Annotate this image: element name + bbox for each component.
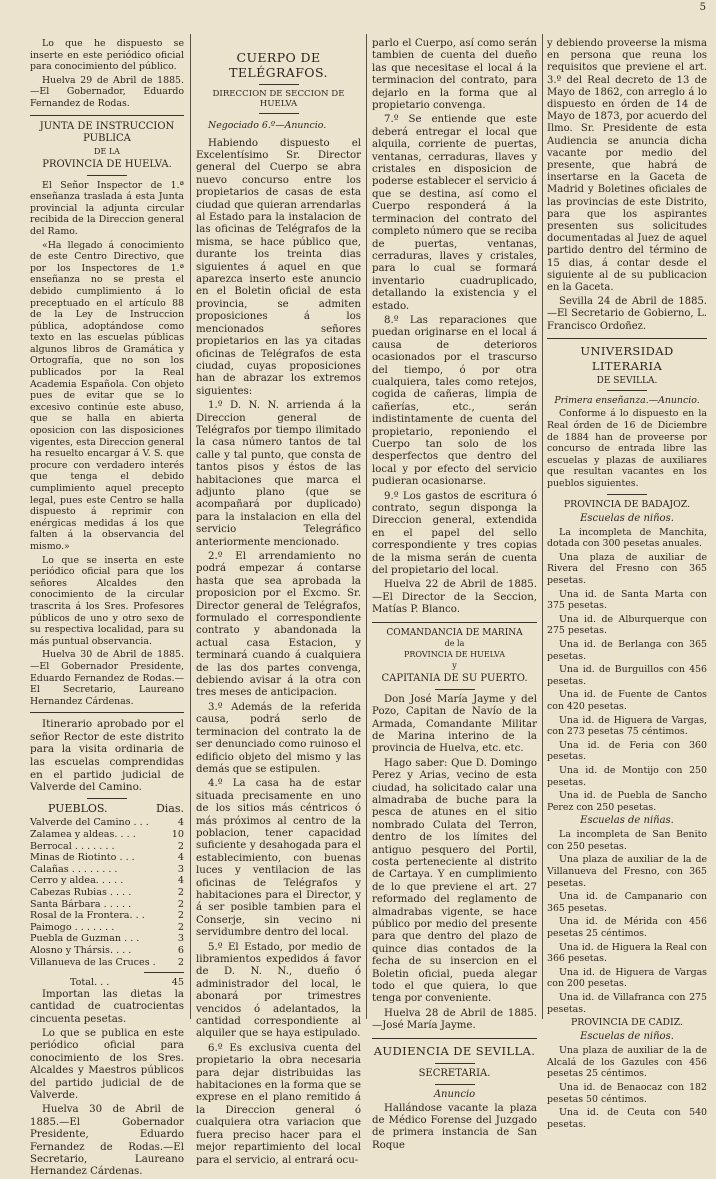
paragraph: Conforme á lo dispuesto en la Real órden de 16 de Diciembre de 1884 han de proveerse por concurso de entrada libre las escuelas y plazas de auxiliares que resultan vacantes en los pueblos siguientes. xyxy=(547,408,707,490)
divider xyxy=(259,84,299,85)
column-header-dias: Dias. xyxy=(155,801,184,815)
divider xyxy=(607,390,647,391)
town-name: Berrocal . . . . . . . xyxy=(30,840,115,852)
table-header xyxy=(30,803,184,815)
divider xyxy=(372,622,537,623)
list-item: Una plaza de auxiliar de Rivera del Fresno con 365 pesetas. xyxy=(547,551,707,586)
signature-line: Huelva 30 de Abril de 1885.—El Gobernador Presidente, Eduardo Fernandez de Rodas.—El Secretario, Laureano Hernandez Cárdenas. xyxy=(30,649,184,707)
list-item: Una id. de Higuera de Vargas, con 273 pesetas 75 céntimos. xyxy=(547,714,707,738)
section-subtitle: de la xyxy=(444,638,465,648)
town-name: Santa Bárbara . . . . . xyxy=(30,898,132,910)
signature-line: Huelva 22 de Abril de 1885.—El Director de la Seccion, Matías P. Blanco. xyxy=(372,579,537,616)
page-number: 5 xyxy=(699,2,706,13)
section-title: CUERPO DE TELÉGRAFOS. xyxy=(229,50,328,80)
town-days: 2 xyxy=(177,956,184,968)
divider xyxy=(144,972,184,973)
paragraph: Lo que se inserta en este periódico oficial para que los señores Alcaldes den conocimiento de la circular trascrita á los Sres. Profesores públicos de uno y otro sexo de su respectiva localidad, para su más puntual observancia. xyxy=(30,554,184,647)
list-item: Una id. de Berlanga con 365 pesetas. xyxy=(547,638,707,662)
paragraph: 3.º Además de la referida causa, podrá serlo de terminacion del contrato la de ser denunciado como ruinoso el edificio objeto del mismo y las demás que se estipulen. xyxy=(196,701,361,775)
province-heading: PROVINCIA DE CADIZ. xyxy=(570,1017,684,1029)
column-4 xyxy=(547,38,707,1130)
total-row xyxy=(30,977,184,989)
paragraph: 6.º Es exclusiva cuenta del propietario la obra necesaria para dejar distribuidas las habitaciones en la forma que se exprese en el plano remitido á la Direccion general ó cualquiera otra variacion que fuera preciso hacer para el mejor repartimiento del local para el servicio, al entrará ocu- xyxy=(196,1042,361,1166)
section-subtitle: DE LA xyxy=(94,146,120,156)
paragraph: y debiendo proveerse la misma en persona que reuna los requisitos que previene el art. 3.º del Real decreto de 13 de Mayo de 1862, con arreglo á lo dispuesto en órden de 14 de Mayo de 1873, por acuerdo del Ilmo. Sr. Presidente de esta Audiencia se anuncia dicha vacante por medio del presente, que habrá de insertarse en la Gaceta de Madrid y Boletines oficiales de las provincias de este Distrito, para que los aspirantes presenten sus solicitudes documentadas al Juez de aquel partido dentro del término de 15 dias, á contar desde el siguiente al de su publicacion en la Gaceta. xyxy=(547,38,707,294)
list-item: Una id. de Feria con 360 pesetas. xyxy=(547,739,707,763)
list-item: Una id. de Ceuta con 540 pesetas. xyxy=(547,1107,707,1130)
notice-heading: Anuncio xyxy=(433,1088,476,1100)
signature-line: Huelva 29 de Abril de 1885.—El Gobernador, Eduardo Fernandez de Rodas. xyxy=(30,74,184,109)
town-days: 2 xyxy=(177,887,184,898)
paragraph: 9.º Los gastos de escritura ó contrato, segun disponga la Direccion general, extendida en el papel del sello correspondiente y tres copias de la misma serán de cuenta del propietario del local. xyxy=(372,490,537,577)
divider xyxy=(87,798,127,799)
paragraph: 8.º Las reparaciones que puedan originarse en el local á causa de deterioros ocasionados por el trascurso del tiempo, ó por otra cualquiera, tales como retejos, cogida de cañeras, limpia de cañerías, etc., serán indistintamente de cuenta del propietario, reponiendo el Cuerpo tan solo de los desperfectos que dentro del local y por efecto del servicio pudieran ocasionarse. xyxy=(372,314,537,488)
vacancy-list xyxy=(547,1045,707,1130)
province-heading: PROVINCIA DE BADAJOZ. xyxy=(563,498,691,510)
column-divider xyxy=(190,34,191,1019)
signature-line: Huelva 30 de Abril de 1885.—El Gobernador Presidente, Eduardo Fernandez de Rodas.—El Secretario, Laureano Hernandez Cárdenas. xyxy=(30,1104,184,1178)
divider xyxy=(372,1038,537,1039)
town-days: 4 xyxy=(177,875,184,887)
table-row xyxy=(30,922,184,934)
town-days: 10 xyxy=(171,829,184,841)
list-item: Una plaza de auxiliar de la de Villanueva del Fresno, con 365 pesetas. xyxy=(547,854,707,889)
list-item: Una id. de Santa Marta con 375 pesetas. xyxy=(547,588,707,612)
total-value: 45 xyxy=(171,977,184,989)
paragraph: 5.º El Estado, por medio de libramientos expedidos á favor de D. N. N., dueño ó administrador del local, le abonará por trimestres vencidos ó adelantados, la cantidad correspondiente al alquiler que se haya estipulado. xyxy=(196,941,361,1040)
town-days: 3 xyxy=(177,863,184,875)
section-subtitle: PROVINCIA DE HUELVA. xyxy=(42,158,172,170)
table-row xyxy=(30,817,184,829)
notice-heading: Negociado 6.º—Anuncio. xyxy=(208,120,327,131)
list-item: Una id. de Higuera de Vargas con 200 pesetas. xyxy=(547,966,707,990)
section-subtitle: DE SEVILLA. xyxy=(596,375,658,386)
table-row xyxy=(30,933,184,945)
divider xyxy=(259,113,299,114)
paragraph: Itinerario aprobado por el señor Rector de este distrito para la visita ordinaria de las escuelas comprendidas en el partido judicial de Valverde del Camino. xyxy=(30,718,184,794)
list-item: La incompleta de Manchita, dotada con 300 pesetas anuales. xyxy=(547,526,707,550)
divider xyxy=(30,115,184,116)
paragraph: 4.º La casa ha de estar situada precisamente en uno de los sitios más céntricos ó más próximos al centro de la poblacion, tener capacidad suficiente y desahogada para el establecimiento, con buenas luces y ventilacion de las oficinas de Telégrafos y habitaciones para el Director, y á ser posible tambien para el Conserje, sin vecino ni servidumbre dentro del local. xyxy=(196,778,361,939)
list-item: Una id. de Benaocaz con 182 pesetas 50 céntimos. xyxy=(547,1081,707,1105)
signature-line: Sevilla 24 de Abril de 1885.—El Secretario de Gobierno, L. Francisco Ordoñez. xyxy=(547,296,707,332)
section-subtitle: PROVINCIA DE HUELVA xyxy=(403,649,506,659)
town-name: Alosno y Thársis. . . . xyxy=(30,944,132,956)
subsection-heading: Escuelas de niños. xyxy=(580,1031,674,1043)
section-title: AUDIENCIA DE SEVILLA. xyxy=(373,1043,536,1058)
table-row xyxy=(30,852,184,864)
paragraph: Importan las dietas la cantidad de cuatrocientas cincuenta pesetas. xyxy=(30,988,184,1025)
table-row xyxy=(30,864,184,876)
town-name: Valverde del Camino . . . xyxy=(30,817,149,829)
divider xyxy=(607,494,647,495)
paragraph: Lo que he dispuesto se inserte en este periódico oficial para conocimiento del público. xyxy=(30,38,184,73)
divider xyxy=(547,338,707,339)
table-row xyxy=(30,875,184,887)
list-item: Una id. de Higuera la Real con 366 pesetas. xyxy=(547,941,707,965)
table-row xyxy=(30,887,184,899)
list-item: Una id. de Fuente de Cantos con 420 pesetas. xyxy=(547,689,707,712)
list-item: Una id. de Montijo con 250 pesetas. xyxy=(547,764,707,788)
divider xyxy=(30,712,184,713)
column-3 xyxy=(372,38,537,1151)
section-title: UNIVERSIDAD LITERARIA xyxy=(580,343,674,373)
paragraph: Habiendo dispuesto el Excelentísimo Sr. Director general del Cuerpo se abra nuevo concurso entre los propietarios de casas de esta ciudad que quieran arrendarlas al Estado para la instalacion de las oficinas de Telégrafos de la misma, se hace público que, durante los treinta dias siguientes á aquel en que aparezca inserto este anuncio en el Boletin oficial de esta provincia, se admiten proposiciones á los mencionados señores propietarios en las ya citadas oficinas de Telégrafos de esta ciudad, cuyas proposiciones han de abrazar los extremos siguientes: xyxy=(196,137,361,397)
signature-line: Huelva 28 de Abril de 1885.—José María Jayme. xyxy=(372,1007,537,1032)
column-divider xyxy=(542,34,543,1019)
town-name: Puebla de Guzman . . . xyxy=(30,933,140,945)
section-subtitle: y xyxy=(452,660,457,670)
paragraph: Don José María Jayme y del Pozo, Capitan de Navío de la Armada, Comandante Militar de Marina interino de la provincia de Huelva, etc. etc. xyxy=(372,693,537,755)
town-days: 2 xyxy=(177,921,184,933)
paragraph: 7.º Se entiende que este deberá entregar el local que alquila, corriente de puertas, ventanas, cerraduras, llaves y cristales en disposicion de poderse establecer el servicio á que se destina, así como el Cuerpo responderá á la terminacion del contrato del completo número que se reciba de puertas, ventanas, cerraduras, llaves y cristales, para lo cual se formará inventario cuadruplicado, detallando la existencia y el estado. xyxy=(372,114,537,312)
notice-heading: Primera enseñanza.—Anuncio. xyxy=(554,394,700,406)
column-header-pueblos: PUEBLOS. xyxy=(48,801,108,815)
section-subtitle: DIRECCION DE SECCION DE HUELVA xyxy=(212,89,345,109)
vacancy-list xyxy=(547,829,707,1015)
total-label: Total. . . xyxy=(70,977,110,989)
table-row xyxy=(30,910,184,922)
list-item: Una id. de Villafranca con 275 pesetas. xyxy=(547,992,707,1015)
town-name: Cerro y aldea. . . . . xyxy=(30,875,124,887)
paragraph: 1.º D. N. N. arrienda á la Direccion general de Telégrafos por tiempo ilimitado la casa número tantos de tal calle y tal punto, que consta de tantos pisos y éstos de las habitaciones que marca el adjunto plano (que se acompañará por duplicado) para la instalacion en ella del servicio Telegráfico anteriormente mencionado. xyxy=(196,400,361,548)
section-subtitle: SECRETARIA. xyxy=(418,1067,491,1079)
town-days: 2 xyxy=(177,898,184,910)
table-row xyxy=(30,899,184,911)
towns-table xyxy=(30,817,184,968)
column-1 xyxy=(30,38,184,1178)
paragraph: Lo que se publica en este periódico oficial para conocimiento de los Sres. Alcaldes y Maestros públicos del partido judicial de de Valverde. xyxy=(30,1027,184,1101)
list-item: Una id. de Mérida con 456 pesetas 25 céntimos. xyxy=(547,916,707,940)
list-item: La incompleta de San Benito con 250 pesetas. xyxy=(547,829,707,852)
list-item: Una id. de Campanario con 365 pesetas. xyxy=(547,891,707,914)
paragraph: 2.º El arrendamiento no podrá empezar á contarse hasta que sea aprobada la proposicion por el Excmo. Sr. Director general de Telégrafos, formulado el correspondiente contrato y abandonada la actual casa Estacion, y terminará cuando á cualquiera de las dos partes convenga, debiendo avisar á la otra con tres meses de anticipacion. xyxy=(196,551,361,699)
town-days: 6 xyxy=(177,944,184,956)
divider xyxy=(435,689,475,690)
vacancy-list xyxy=(547,527,707,814)
table-row xyxy=(30,957,184,969)
subsection-heading: Escuelas de niñas. xyxy=(580,815,674,827)
subsection-heading: Escuelas de niños. xyxy=(580,512,674,524)
town-name: Rosal de la Frontera. . . xyxy=(30,910,145,922)
town-name: Paimogo . . . . . . . xyxy=(30,921,115,933)
column-2 xyxy=(196,38,361,1166)
town-name: Villanueva de las Cruces . xyxy=(30,956,156,968)
divider xyxy=(435,1063,475,1064)
paragraph: parlo el Cuerpo, así como serán tambien de cuenta del dueño las que necesitase el local á la terminacion del contrato, para dejarlo en la forma que al propietario convenga. xyxy=(372,38,537,112)
town-days: 2 xyxy=(177,910,184,922)
table-row xyxy=(30,945,184,957)
table-row xyxy=(30,829,184,841)
paragraph: Hallándose vacante la plaza de Médico Forense del Juzgado de primera instancia de San Roque xyxy=(372,1102,537,1151)
section-title: COMANDANCIA DE MARINA xyxy=(386,627,523,638)
list-item: Una id. de Alburquerque con 275 pesetas. xyxy=(547,613,707,637)
town-name: Cabezas Rubias . . . . xyxy=(30,887,132,898)
table-row xyxy=(30,841,184,853)
town-days: 4 xyxy=(177,817,184,829)
section-subtitle: CAPITANIA DE SU PUERTO. xyxy=(381,672,528,684)
column-divider xyxy=(366,34,367,1019)
town-days: 3 xyxy=(177,933,184,945)
town-days: 4 xyxy=(177,852,184,864)
list-item: Una plaza de auxiliar de la de Alcalá de los Gazules con 456 pesetas 25 céntimos. xyxy=(547,1045,707,1080)
divider xyxy=(435,1084,475,1085)
section-title: JUNTA DE INSTRUCCION PUBLICA xyxy=(39,120,175,144)
town-days: 2 xyxy=(177,840,184,852)
paragraph: El Señor Inspector de 1.ª enseñanza traslada á esta Junta provincial la adjunta circular recibida de la Direccion general del Ramo. xyxy=(30,179,184,237)
town-name: Zalamea y aldeas. . . . xyxy=(30,829,136,841)
list-item: Una id. de Puebla de Sancho Perez con 250 pesetas. xyxy=(547,790,707,813)
divider xyxy=(87,175,127,176)
paragraph: «Ha llegado á conocimiento de este Centro Directivo, que por los Inspectores de 1.ª enseñanza no se presta el debido cumplimiento á lo preceptuado en el artículo 88 de la Ley de Instruccion pública, adoptándose como texto en las escuelas públicas algunos libros de Gramática y Ortografía, que no son los publicados por la Real Academia Española. Con objeto pues de evitar que se lo excesivo continúe este abuso, que se halla en abierta oposicion con las disposiciones vigentes, esta Direccion general ha resuelto encargar á V. S. que procure con verdadero interés que tenga el debido cumplimiento aquel precepto legal, pues este Centro se halla dispuesto á reprimir con enérgicas medidas á los que falten á la observancia del mismo.» xyxy=(30,239,184,552)
town-name: Minas de Riotinto . . . xyxy=(30,852,135,864)
paragraph: Hago saber: Que D. Domingo Perez y Arias, vecino de esta ciudad, ha solicitado calar una almadraba de buche para la pesca de atunes en el sitio nombrado Culata del Terron, dentro de los límites del antiguo pesquero del Portil, costa perteneciente al distrito de Cartaya. Y en cumplimiento de lo que previene el art. 27 reformado del reglamento de almadrabas vigente, se hace público por medio del presente para que dentro del plazo de quince dias contados de la fecha de su insercion en el Boletin oficial, pueda alegar todo el que quiera, lo que tenga por conveniente. xyxy=(372,757,537,1005)
town-name: Calañas . . . . . . . . xyxy=(30,863,118,875)
list-item: Una id. de Burguillos con 456 pesetas. xyxy=(547,664,707,687)
